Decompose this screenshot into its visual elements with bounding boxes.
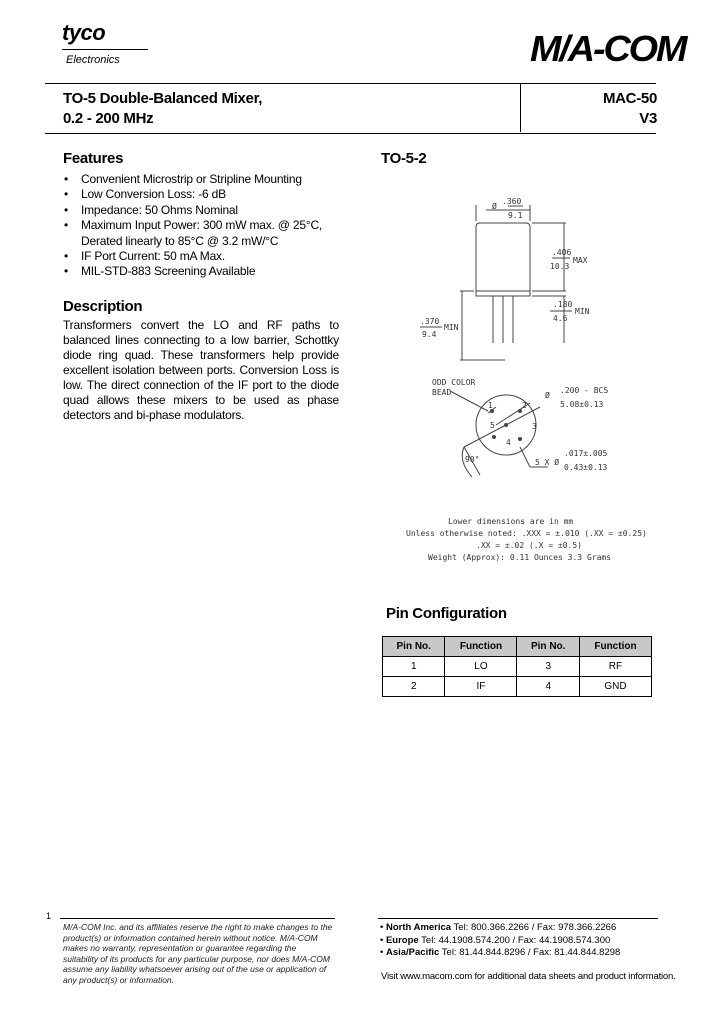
table-row: [383, 657, 652, 677]
logo-divider: [62, 49, 148, 50]
feature-item: • Impedance: 50 Ohms Nominal: [64, 203, 354, 218]
tyco-electronics-label: Electronics: [66, 54, 120, 66]
pin-config-heading: Pin Configuration: [386, 605, 507, 622]
dim-lead-min: MIN: [575, 307, 590, 316]
column-header: Function: [579, 637, 651, 657]
pin-5-label: 5: [490, 421, 495, 430]
table-cell: 2: [383, 677, 445, 697]
pin-3-label: 3: [532, 422, 537, 431]
table-cell: IF: [445, 677, 517, 697]
bottom-view: [450, 391, 548, 477]
dim-diameter-mm: 9.1: [508, 211, 523, 220]
can-body: [476, 223, 530, 291]
pin-dia-in: .017±.005: [564, 449, 608, 458]
contact-north-america: • North America Tel: 800.366.2266 / Fax: 978.366.2266: [380, 922, 617, 933]
page-title: [63, 89, 262, 129]
features-heading: Features: [63, 150, 124, 167]
table-cell: 4: [517, 677, 579, 697]
can-flange: [476, 291, 530, 296]
feature-item: • IF Port Current: 50 mA Max.: [64, 249, 354, 264]
dim-height-in: .406: [552, 248, 572, 257]
table-row: [383, 677, 652, 697]
table-cell: LO: [445, 657, 517, 677]
pin-2-label: 2: [522, 401, 527, 410]
pins-diameter-label: 5 X Ø: [535, 458, 560, 467]
angle-label: 90°: [465, 455, 480, 464]
column-header: Function: [445, 637, 517, 657]
part-number-box: [520, 84, 657, 132]
dim-left-mm: 9.4: [422, 330, 437, 339]
features-list: [64, 172, 354, 280]
description-heading: Description: [63, 298, 143, 315]
title-line-2: 0.2 - 200 MHz: [63, 110, 154, 127]
footer-rule-left: [60, 918, 335, 919]
part-version: V3: [639, 110, 657, 127]
feature-item: • MIL-STD-883 Screening Available: [64, 264, 354, 279]
dim-left-in: .370: [420, 317, 440, 326]
table-cell: 1: [383, 657, 445, 677]
macom-logo: M/A-COM: [530, 28, 686, 69]
website-link-text[interactable]: Visit www.macom.com for additional data sheets and product information.: [381, 971, 676, 982]
dim-lead-mm: 4.6: [553, 314, 568, 323]
pin-hole: [518, 437, 522, 441]
table-header-row: [383, 637, 652, 657]
dim-max-label: MAX: [573, 256, 588, 265]
pin-config-table: [382, 636, 652, 697]
footer-rule-right: [378, 918, 658, 919]
tyco-logo: tyco: [62, 20, 106, 45]
note-line: Unless otherwise noted: .XXX = ±.010 (.XX = ±0.25): [406, 529, 647, 538]
dim-lead-in: .180: [553, 300, 573, 309]
feature-item: • Low Conversion Loss: -6 dB: [64, 187, 354, 202]
table-cell: GND: [579, 677, 651, 697]
dim-diameter-in: .360: [502, 197, 522, 206]
bead-label-2: BEAD: [432, 388, 452, 397]
bead-label: ODD COLOR: [432, 378, 476, 387]
column-header: Pin No.: [383, 637, 445, 657]
dim-height-mm: 10.3: [550, 262, 570, 271]
pin-hole: [492, 435, 496, 439]
bolt-circle-mm: 5.08±0.13: [560, 400, 604, 409]
feature-item: • Convenient Microstrip or Stripline Mounting: [64, 172, 354, 187]
pin-1-label: 1: [488, 401, 493, 410]
feature-item-continuation: Derated linearly to 85°C @ 3.2 mW/°C: [81, 233, 279, 248]
description-text: Transformers convert the LO and RF paths to balanced lines connecting to a low barrier, Schottky diode ring quad. These transformers help provide excellent isolation between ports. Conversion Loss is low. The direct connection of the IF port to the diode quad allows these mixers to be used as phase detectors and bi-phase modulators.: [63, 318, 339, 422]
page-number: 1: [46, 911, 52, 921]
bolt-circle-symbol: Ø: [545, 391, 550, 400]
table-cell: 3: [517, 657, 579, 677]
feature-item: • Maximum Input Power: 300 mW max. @ 25°C, Derated linearly to 85°C @ 3.2 mW/°C: [64, 218, 354, 249]
bolt-circle-in: .200 - BCS: [560, 386, 609, 395]
title-rule: [45, 133, 656, 134]
package-heading: TO-5-2: [381, 150, 427, 167]
contact-info: [380, 922, 620, 960]
contact-asia-pacific: • Asia/Pacific Tel: 81.44.844.8296 / Fax: 81.44.844.8298: [380, 947, 621, 958]
title-line-1: TO-5 Double-Balanced Mixer,: [63, 90, 263, 107]
part-number: MAC-50: [602, 90, 657, 107]
dimension-labels: [420, 197, 590, 339]
contact-europe: • Europe Tel: 44.1908.574.200 / Fax: 44.1908.574.300: [380, 934, 611, 946]
note-line: Weight (Approx): 0.11 Ounces 3.3 Grams: [428, 553, 612, 562]
dim-left-min: MIN: [444, 323, 459, 332]
table-cell: RF: [579, 657, 651, 677]
pin-4-label: 4: [506, 438, 511, 447]
legal-disclaimer: M/A-COM Inc. and its affiliates reserve the right to make changes to the product(s) or information contained herein without notice. M/A-COM makes no warranty, representation or guarantee regarding the suitability of its products for any particular purpose, nor does M/A-COM assume any liability whatsoever arising out of the use or application of any product(s) or information.: [63, 922, 333, 985]
package-outline-drawing: [380, 185, 680, 575]
pin-dia-mm: 0.43±0.13: [564, 463, 608, 472]
column-header: Pin No.: [517, 637, 579, 657]
note-line: Lower dimensions are in mm: [448, 517, 574, 526]
note-line: .XX = ±.02 (.X = ±0.5): [476, 541, 582, 550]
pin-hole: [504, 423, 508, 427]
diameter-symbol: Ø: [492, 202, 497, 211]
